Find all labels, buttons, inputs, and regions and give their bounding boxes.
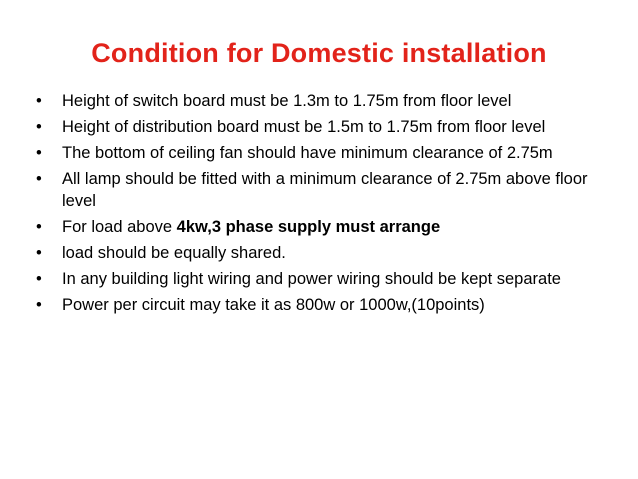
bullet-item-load-supply <box>34 216 614 238</box>
bullet-icon: • <box>36 92 42 110</box>
bullet-text: All lamp should be fitted with a minimum clearance of 2.75m above floor level <box>62 170 588 210</box>
slide-title: Condition for Domestic installation <box>91 38 547 68</box>
bullet-icon: • <box>36 296 42 314</box>
bullet-icon: • <box>36 270 42 288</box>
bullet-text: In any building light wiring and power wiring should be kept separate <box>62 270 561 288</box>
bullet-icon: • <box>36 118 42 136</box>
bullet-item-wiring-separate <box>34 268 614 290</box>
bullet-item-switch-board-height <box>34 90 614 112</box>
bullet-icon: • <box>36 244 42 262</box>
bullet-text: Power per circuit may take it as 800w or 1000w,(10points) <box>62 296 485 314</box>
bullet-text: load should be equally shared. <box>62 244 286 262</box>
bullet-text: Height of distribution board must be 1.5m to 1.75m from floor level <box>62 118 546 136</box>
bullet-icon: • <box>36 170 42 188</box>
bullet-text: Height of switch board must be 1.3m to 1.75m from floor level <box>62 92 512 110</box>
bullet-icon: • <box>36 144 42 162</box>
bullet-text-prefix: For load above <box>62 218 177 236</box>
bullet-item-lamp-clearance <box>34 168 614 212</box>
bullet-icon: • <box>36 218 42 236</box>
bullet-list <box>34 90 614 320</box>
bullet-text-bold: 4kw,3 phase supply must arrange <box>176 218 441 236</box>
bullet-item-load-shared <box>34 242 614 264</box>
bullet-text: The bottom of ceiling fan should have minimum clearance of 2.75m <box>62 144 553 162</box>
bullet-item-power-per-circuit <box>34 294 614 316</box>
bullet-item-ceiling-fan-clearance <box>34 142 614 164</box>
bullet-item-distribution-board-height <box>34 116 614 138</box>
